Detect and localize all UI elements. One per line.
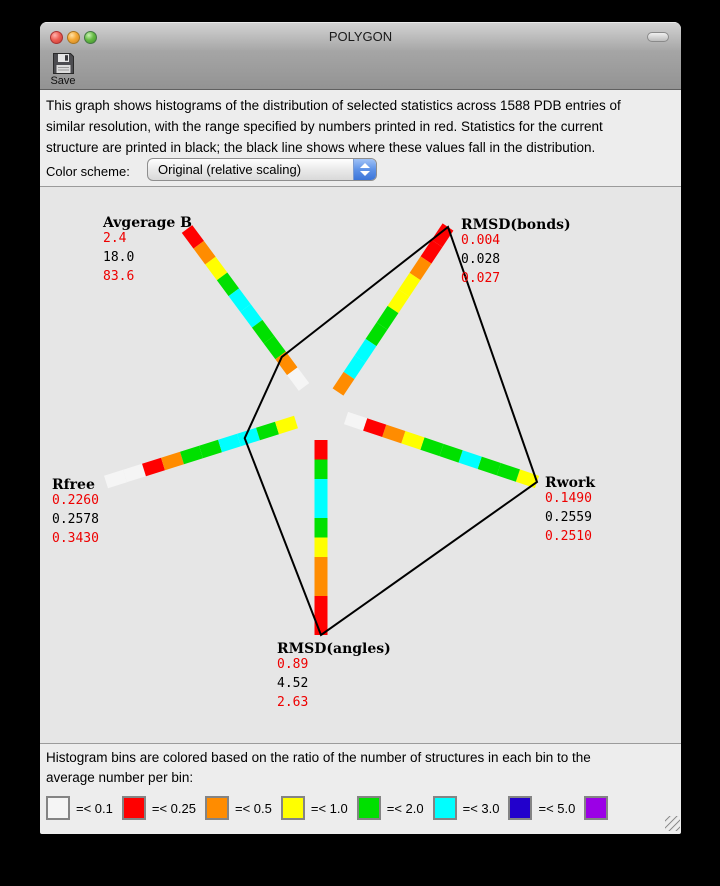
- axis-range-max: 83.6: [103, 269, 135, 284]
- histogram-bin-segment: [371, 326, 382, 343]
- legend-item: [357, 796, 424, 820]
- histogram-bin-segment: [222, 276, 234, 292]
- axis-range-min: 0.89: [277, 657, 309, 672]
- histogram-bin-segment: [403, 437, 422, 443]
- resize-grip[interactable]: [665, 816, 680, 831]
- legend-swatch-purple: [584, 796, 608, 820]
- axis-range-max: 2.63: [277, 695, 309, 710]
- color-scheme-select[interactable]: [147, 158, 377, 181]
- toolbar: [40, 50, 681, 90]
- legend-swatch-blue: [508, 796, 532, 820]
- legend-swatch-white: [46, 796, 70, 820]
- histogram-bin-segment: [499, 469, 518, 475]
- legend-swatch-cyan: [433, 796, 457, 820]
- legend-item: [508, 796, 575, 820]
- axis-current: 0.2559: [545, 510, 592, 525]
- legend-row: [46, 794, 623, 822]
- histogram-bin-segment: [349, 359, 360, 376]
- legend-label: =< 5.0: [538, 800, 576, 816]
- legend-item: [205, 796, 272, 820]
- radar-histogram-chart: [40, 187, 681, 744]
- histogram-bin-segment: [234, 292, 246, 308]
- legend-label: =< 3.0: [462, 800, 500, 816]
- title-bar[interactable]: [40, 22, 681, 50]
- histogram-bin-segment: [346, 418, 365, 424]
- axis-current: 0.028: [461, 252, 501, 267]
- histogram-bin-segment: [292, 371, 304, 387]
- description-text: [46, 98, 678, 161]
- axis-range-min: 0.004: [461, 233, 501, 248]
- histogram-bin-segment: [415, 260, 426, 277]
- axis-range-max: 0.027: [461, 271, 501, 286]
- axis-range-max: 0.2510: [545, 529, 592, 544]
- legend-item: [281, 796, 348, 820]
- legend-swatch-yellow: [281, 796, 305, 820]
- histogram-bin-segment: [404, 277, 415, 294]
- axis-title: Avgerage B: [103, 215, 192, 231]
- histogram-bin-segment: [382, 310, 393, 327]
- histogram-bin-segment: [163, 458, 182, 464]
- histogram-bin-segment: [220, 440, 239, 446]
- histogram-bin-segment: [239, 434, 258, 440]
- description-line: This graph shows histograms of the distribution of selected statistics across 1588 PDB entries of: [46, 98, 621, 113]
- color-scheme-selected-value: Original (relative scaling): [158, 162, 302, 177]
- histogram-bin-segment: [125, 470, 144, 476]
- color-scheme-label: Color scheme:: [46, 164, 130, 179]
- histogram-bin-segment: [182, 452, 201, 458]
- histogram-bin-segment: [393, 293, 404, 310]
- histogram-bin-segment: [246, 308, 258, 324]
- axis-range-max: 0.3430: [52, 531, 99, 546]
- legend-panel: [40, 744, 681, 832]
- histogram-bin-segment: [210, 261, 222, 277]
- axis-title: RMSD(angles): [277, 641, 391, 657]
- histogram-bin-segment: [277, 422, 296, 428]
- save-floppy-icon: [44, 51, 82, 76]
- save-button-label: Save: [50, 75, 76, 87]
- axis-range-min: 0.1490: [545, 491, 592, 506]
- histogram-bin-segment: [257, 324, 269, 340]
- legend-item: [46, 796, 113, 820]
- axis-title: Rfree: [52, 477, 95, 493]
- description-line: similar resolution, with the range specified by numbers printed in red. Statistics for the current: [46, 119, 603, 134]
- legend-item: [433, 796, 500, 820]
- histogram-bin-segment: [338, 376, 349, 393]
- legend-caption-line: average number per bin:: [46, 770, 194, 785]
- histogram-bin-segment: [187, 229, 199, 245]
- legend-label: =< 0.25: [151, 800, 196, 816]
- legend-label: =< 0.1: [76, 800, 113, 816]
- histogram-bin-segment: [144, 464, 163, 470]
- histogram-bin-segment: [360, 343, 371, 360]
- axis-range-min: 2.4: [103, 231, 127, 246]
- histogram-bin-segment: [384, 431, 403, 437]
- axis-title: Rwork: [545, 475, 596, 491]
- axis-current: 4.52: [277, 676, 309, 691]
- legend-caption: [46, 750, 591, 790]
- histogram-bin-segment: [201, 446, 220, 452]
- legend-item: [584, 796, 614, 820]
- histogram-bin-segment: [461, 456, 480, 462]
- polygon-plot-area: [40, 187, 681, 744]
- histogram-bin-segment: [480, 463, 499, 469]
- histogram-bin-segment: [365, 424, 384, 430]
- legend-label: =< 0.5: [234, 800, 272, 816]
- axis-title: RMSD(bonds): [461, 217, 571, 233]
- legend-item: [122, 796, 196, 820]
- histogram-bin-segment: [199, 245, 211, 261]
- toolbar-toggle-button[interactable]: [647, 32, 669, 42]
- legend-swatch-orange: [205, 796, 229, 820]
- window-title: POLYGON: [328, 29, 393, 44]
- polygon-window: [40, 22, 681, 834]
- axis-current: 18.0: [103, 250, 135, 265]
- legend-caption-line: Histogram bins are colored based on the ratio of the number of structures in each bin to the: [46, 750, 591, 765]
- legend-swatch-red: [122, 796, 146, 820]
- histogram-bin-segment: [106, 476, 125, 482]
- legend-swatch-green: [357, 796, 381, 820]
- histogram-bin-segment: [442, 450, 461, 456]
- histogram-bin-segment: [258, 428, 277, 434]
- legend-label: =< 1.0: [310, 800, 348, 816]
- popup-stepper-icon: [353, 159, 376, 180]
- histogram-bin-segment: [422, 444, 441, 450]
- histogram-bin-segment: [269, 340, 281, 356]
- description-line: structure are printed in black; the black line shows where these values fall in the distribution.: [46, 140, 596, 155]
- histogram-bin-segment: [426, 244, 437, 261]
- axis-current: 0.2578: [52, 512, 99, 527]
- save-button[interactable]: [44, 51, 82, 89]
- info-panel: [40, 90, 681, 187]
- axis-range-min: 0.2260: [52, 493, 99, 508]
- legend-label: =< 2.0: [386, 800, 424, 816]
